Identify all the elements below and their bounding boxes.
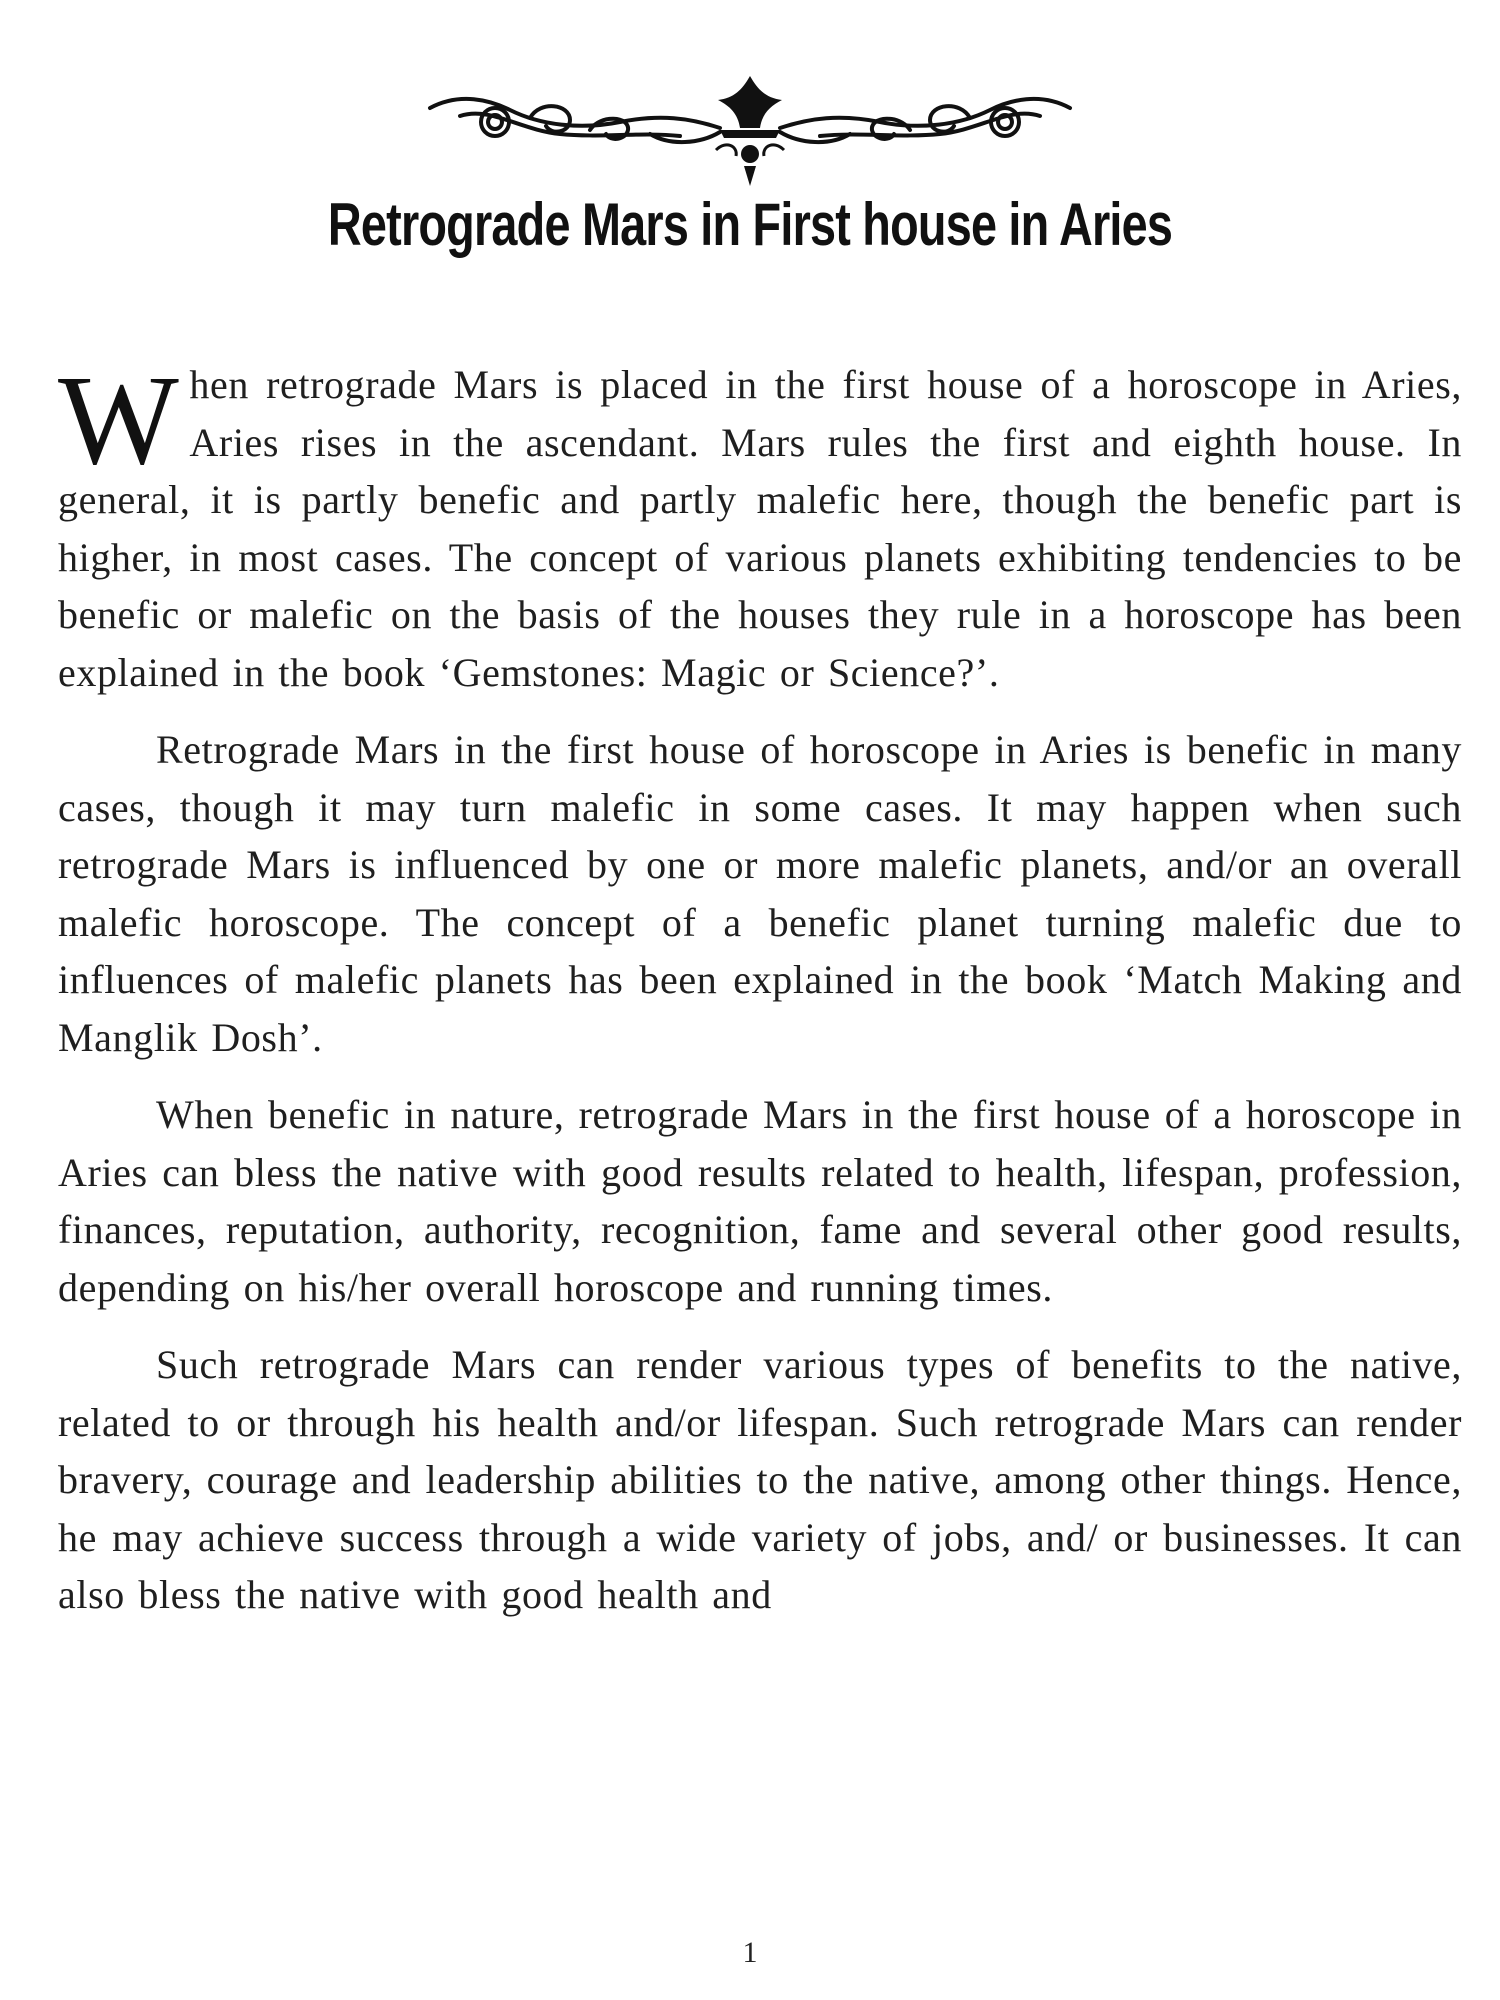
chapter-title: Retrograde Mars in First house in Aries bbox=[327, 191, 1173, 258]
paragraph-3: When benefic in nature, retrograde Mars in the first house of a horoscope in Aries can bless the native with good results related to health, lifespan, profession, finances, reputation, authority, recognition, fame and several other good results, depending on his/her overall horoscope and running times. bbox=[58, 1092, 1462, 1310]
flourish-ornament-icon bbox=[420, 70, 1080, 190]
drop-cap: W bbox=[58, 349, 180, 491]
body-text bbox=[58, 349, 1462, 1644]
paragraph-1-text: hen retrograde Mars is placed in the first house of a horoscope in Aries, Aries rises in the ascendant. Mars rules the first and eighth house. In general, it is partly benefic and partly malefic here, though the benefic part is higher, in most cases. The concept of various planets exhibiting tendencies to be benefic or malefic on the basis of the houses they rule in a horoscope has been explained in the book ‘Gemstones: Magic or Science?’. bbox=[58, 362, 1462, 695]
paragraph-2: Retrograde Mars in the first house of horoscope in Aries is benefic in many cases, though it may turn malefic in some cases. It may happen when such retrograde Mars is influenced by one or more malefic planets, and/or an overall malefic horoscope. The concept of a benefic planet turning malefic due to influences of malefic planets has been explained in the book ‘Match Making and Manglik Dosh’. bbox=[58, 727, 1462, 1060]
page-number: 1 bbox=[742, 1936, 758, 1969]
paragraph-1 bbox=[58, 349, 1462, 701]
paragraph-4: Such retrograde Mars can render various types of benefits to the native, related to or through his health and/or lifespan. Such retrograde Mars can render bravery, courage and leadership abilities to the native, among other things. Hence, he may achieve success through a wide variety of jobs, and/ or businesses. It can also bless the native with good health and bbox=[58, 1342, 1462, 1617]
